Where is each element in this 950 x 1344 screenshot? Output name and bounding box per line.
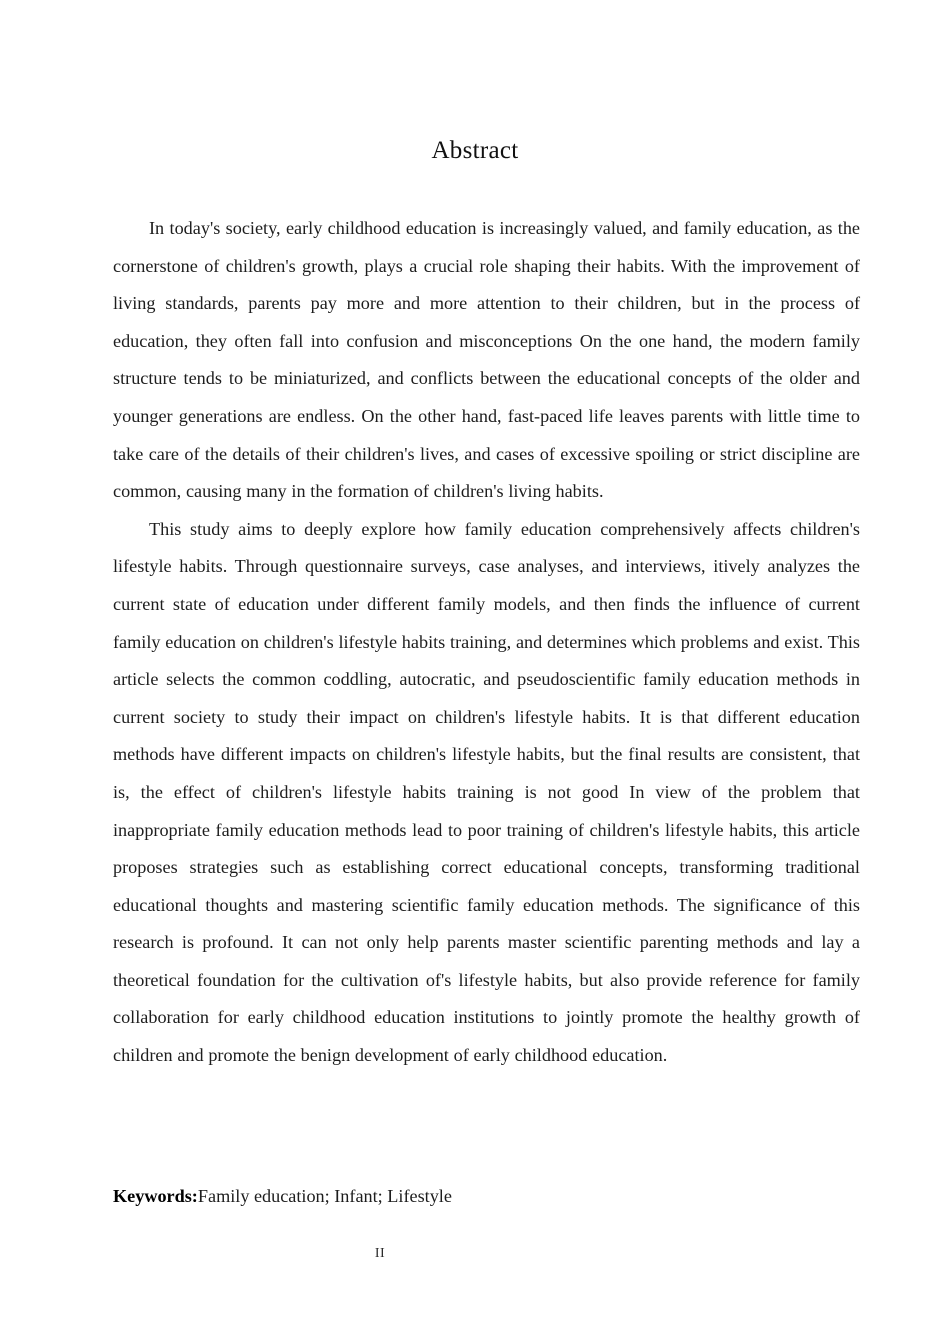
abstract-paragraph-2: This study aims to deeply explore how family education comprehensively affects children's lifestyle habits. Through questionnaire surveys, case analyses, and interviews, itively analyzes the current state of education under different family models, and then finds the influence of current family education on children's lifestyle habits training, and determines which problems and exist. This article selects the common coddling, autocratic, and pseudoscientific family education methods in current society to study their impact on children's lifestyle habits. It is that different education methods have different impacts on children's lifestyle habits, but the final results are consistent, that is, the effect of children's lifestyle habits training is not good In view of the problem that inappropriate family education methods lead to poor training of children's lifestyle habits, this article proposes strategies such as establishing correct educational concepts, transforming traditional educational thoughts and mastering scientific family education methods. The significance of this research is profound. It can not only help parents master scientific parenting methods and lay a theoretical foundation for the cultivation of's lifestyle habits, but also provide reference for family collaboration for early childhood education institutions to jointly promote the healthy growth of children and promote the benign development of early childhood education. [113, 518, 860, 1066]
page-number: II [374, 1246, 386, 1261]
keywords-line [113, 1182, 860, 1210]
keywords-label: Keywords: [113, 1186, 198, 1206]
page-title: Abstract [431, 136, 519, 164]
keywords-value: Family education; Infant; Lifestyle [197, 1186, 452, 1206]
abstract-body [113, 210, 860, 1075]
abstract-paragraph-1: In today's society, early childhood education is increasingly valued, and family education, as the cornerstone of children's growth, plays a crucial role shaping their habits. With the improvement of living standards, parents pay more and more attention to their children, but in the process of education, they often fall into confusion and misconceptions On the one hand, the modern family structure tends to be miniaturized, and conflicts between the educational concepts of the older and younger generations are endless. On the other hand, fast-paced life leaves parents with little time to take care of the details of their children's lives, and cases of excessive spoiling or strict discipline are common, causing many in the formation of children's living habits. [113, 218, 860, 502]
